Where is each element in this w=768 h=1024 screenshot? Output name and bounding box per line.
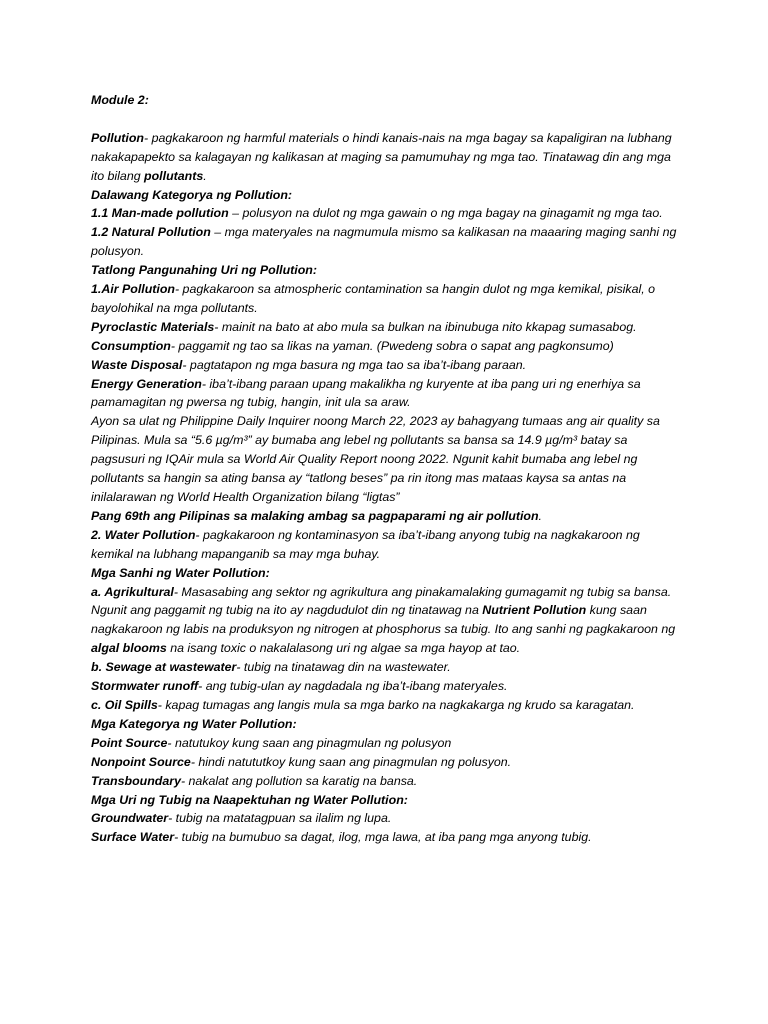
air-text: - pagkakaroon sa atmospheric contamination sa hangin dulot ng mga kemikal, pisikal, o bayolohikal na mga pollutants.: [91, 282, 656, 315]
water-text: - pagkakaroon ng kontaminasyon sa iba’t-ibang anyong tubig na nagkakaroon ng kemikal na lubhang mapanganib sa may mga buhay.: [91, 527, 640, 561]
waste-text: - pagtatapon ng mga basura ng mga tao sa iba’t-ibang paraan.: [182, 357, 527, 372]
water-pollution: [91, 526, 681, 564]
types-heading: Tatlong Pangunahing Uri ng Pollution:: [91, 263, 317, 278]
term-oil: c. Oil Spills: [91, 697, 158, 712]
term-pollution: Pollution: [91, 130, 144, 145]
term-man-made: 1.1 Man-made pollution: [91, 206, 229, 221]
consumption: [91, 337, 681, 356]
module-title: Module 2:: [91, 93, 149, 107]
transboundary: [91, 772, 681, 791]
rank-end: .: [538, 508, 542, 523]
agri-text-2: kung saan nagkakaroon ng labis na produksyon ng nitrogen at phosphorus sa tubig. Ito ang sanhi ng pagkakaroon ng: [91, 603, 676, 637]
man-made-text: – polusyon na dulot ng mga gawain o ng mga bagay na ginagamit ng mga tao.: [228, 206, 663, 221]
pyroclastic-materials: [91, 318, 681, 337]
term-transboundary: Transboundary: [91, 773, 181, 788]
groundwater-text: - tubig na matatagpuan sa ilalim ng lupa.: [168, 811, 392, 826]
term-groundwater: Groundwater: [91, 811, 169, 826]
air-pollution: [91, 280, 681, 318]
pollution-definition: [91, 129, 681, 186]
term-sewage: b. Sewage at wastewater: [91, 660, 237, 675]
energy-generation: [91, 375, 681, 413]
point-source: [91, 734, 681, 753]
pyroclastic-text: - mainit na bato at abo mula sa bulkan na ibinubuga nito kkapag sumasabog.: [214, 319, 637, 334]
sewage: [91, 658, 681, 677]
natural-text: – mga materyales na nagmumula mismo sa kalikasan na maaaring maging sanhi ng polusyon.: [91, 225, 677, 259]
oil-spills: [91, 696, 681, 715]
term-natural: 1.2 Natural Pollution: [91, 225, 211, 240]
nonpoint-text: - hindi natututkoy kung saan ang pinagmulan ng polusyon.: [190, 754, 512, 769]
term-water: 2. Water Pollution: [91, 527, 196, 542]
definition-text: - pagkakaroon ng harmful materials o hindi kanais-nais na mga bagay sa kapaligiran na lubhang nakakapapekto sa kalagayan ng kalikasan at maging sa pamumuhay ng mga tao. Tinatawag din ang mga ito bilang: [91, 130, 672, 183]
report-paragraph: Ayon sa ulat ng Philippine Daily Inquirer noong March 22, 2023 ay bahagyang tumaas ang air quality sa Pilipinas. Mula sa “5.6 µg/m³” ay bumaba ang lebel ng pollutants sa bansa sa 14.9 µg/m³ batay sa pagsusuri ng IQAir mula sa World Air Quality Report noong 2022. Ngunit kahit bumaba ang lebel ng pollutants sa hangin sa ating bansa ay “tatlong beses” pa rin itong mas mataas kaysa sa antas na inilalarawan ng World Health Organization bilang “ligtas”: [91, 414, 660, 505]
rank-line: [91, 507, 681, 526]
term-pyroclastic: Pyroclastic Materials: [91, 319, 215, 334]
stormwater: [91, 677, 681, 696]
affected-heading: Mga Uri ng Tubig na Naapektuhan ng Water Pollution:: [91, 792, 408, 807]
consumption-text: - paggamit ng tao sa likas na yaman. (Pwedeng sobra o sapat ang pagkonsumo): [170, 338, 614, 353]
rank-bold: Pang 69th ang Pilipinas sa malaking ambag sa pagpaparami ng air pollution: [91, 508, 539, 523]
surface-text: - tubig na bumubuo sa dagat, ilog, mga lawa, at iba pang mga anyong tubig.: [174, 830, 592, 845]
term-algal: algal blooms: [91, 641, 167, 656]
term-point: Point Source: [91, 735, 168, 750]
oil-text: - kapag tumagas ang langis mula sa mga barko na nagkakarga ng krudo sa karagatan.: [157, 697, 635, 712]
man-made-pollution: [91, 204, 681, 223]
point-text: - natutukoy kung saan ang pinagmulan ng polusyon: [167, 735, 452, 750]
term-pollutants: pollutants: [144, 168, 204, 183]
term-nonpoint: Nonpoint Source: [91, 754, 191, 769]
water-categories-heading: Mga Kategorya ng Water Pollution:: [91, 716, 297, 731]
stormwater-text: - ang tubig-ulan ay nagdadala ng iba’t-ibang materyales.: [198, 679, 508, 694]
agrikultural: [91, 583, 681, 659]
spacer: [91, 110, 681, 129]
energy-text: - iba’t-ibang paraan upang makalikha ng kuryente at iba pang uri ng enerhiya sa pamamagitan ng pwersa ng tubig, hangin, init ula sa araw.: [91, 376, 641, 410]
definition-end: .: [203, 168, 207, 183]
transboundary-text: - nakalat ang pollution sa karatig na bansa.: [180, 773, 418, 788]
natural-pollution: [91, 223, 681, 261]
categories-heading: Dalawang Kategorya ng Pollution:: [91, 187, 293, 202]
term-nutrient: Nutrient Pollution: [482, 603, 587, 618]
groundwater: [91, 809, 681, 828]
waste-disposal: [91, 356, 681, 375]
term-stormwater: Stormwater runoff: [91, 679, 199, 694]
term-energy: Energy Generation: [91, 376, 202, 391]
term-consumption: Consumption: [91, 338, 171, 353]
term-agri: a. Agrikultural: [91, 584, 174, 599]
nonpoint-source: [91, 753, 681, 772]
document-page: [91, 91, 681, 847]
agri-text-3: na isang toxic o nakalalasong uri ng algae sa mga hayop at tao.: [166, 641, 521, 656]
term-air: 1.Air Pollution: [91, 282, 175, 297]
sewage-text: - tubig na tinatawag din na wastewater.: [236, 660, 451, 675]
term-waste: Waste Disposal: [91, 357, 183, 372]
surface-water: [91, 828, 681, 847]
term-surface: Surface Water: [91, 830, 175, 845]
causes-heading: Mga Sanhi ng Water Pollution:: [91, 565, 270, 580]
agri-text-1: - Masasabing ang sektor ng agrikultura ang pinakamalaking gumagamit ng tubig sa bansa. Ngunit ang paggamit ng tubig na ito ay nagdudulot din ng tinatawag na: [91, 584, 672, 618]
